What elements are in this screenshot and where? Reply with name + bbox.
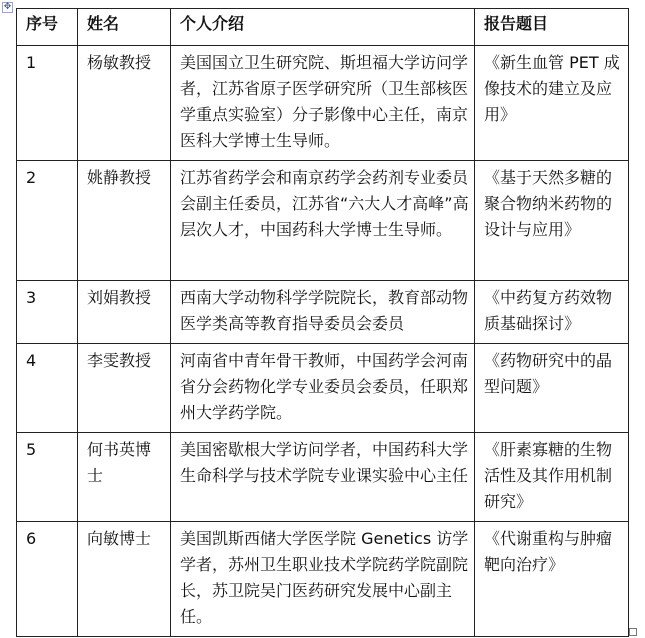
header-intro: 个人介绍 xyxy=(171,9,475,46)
report-title: 《中药复方药效物质基础探讨》 xyxy=(475,281,629,344)
header-no: 序号 xyxy=(17,9,78,46)
speaker-intro: 西南大学动物科学学院院长，教育部动物医学类高等教育指导委员会委员 xyxy=(171,281,475,344)
speaker-name: 姚静教授 xyxy=(78,161,171,281)
row-number: 5 xyxy=(17,433,78,522)
speaker-name: 何书英博士 xyxy=(78,433,171,522)
row-number: 3 xyxy=(17,281,78,344)
speaker-name: 李雯教授 xyxy=(78,344,171,433)
speaker-intro: 美国密歇根大学访问学者，中国药科大学生命科学与技术学院专业课实验中心主任 xyxy=(171,433,475,522)
table-row xyxy=(17,281,629,344)
table-header-row xyxy=(17,9,629,46)
speaker-intro: 美国国立卫生研究院、斯坦福大学访问学者，江苏省原子医学研究所（卫生部核医学重点实验室）分子影像中心主任，南京医科大学博士生导师。 xyxy=(171,46,475,161)
header-name: 姓名 xyxy=(78,9,171,46)
speaker-intro: 河南省中青年骨干教师，中国药学会河南省分会药物化学专业委员会委员，任职郑州大学药学院。 xyxy=(171,344,475,433)
speaker-intro: 江苏省药学会和南京药学会药剂专业委员会副主任委员，江苏省“六大人才高峰”高层次人才，中国药科大学博士生导师。 xyxy=(171,161,475,281)
table-row xyxy=(17,46,629,161)
table-row xyxy=(17,522,629,637)
report-title: 《基于天然多糖的聚合物纳米药物的设计与应用》 xyxy=(475,161,629,281)
speaker-name: 向敏博士 xyxy=(78,522,171,637)
speaker-intro: 美国凯斯西储大学医学院 Genetics 访学学者，苏州卫生职业技术学院药学院副院长，苏卫院吴门医药研究发展中心副主任。 xyxy=(171,522,475,637)
speaker-name: 杨敏教授 xyxy=(78,46,171,161)
row-number: 4 xyxy=(17,344,78,433)
header-topic: 报告题目 xyxy=(475,9,629,46)
report-title: 《新生血管 PET 成像技术的建立及应用》 xyxy=(475,46,629,161)
table-row xyxy=(17,344,629,433)
table-row xyxy=(17,161,629,281)
speaker-table xyxy=(16,8,629,637)
report-title: 《代谢重构与肿瘤靶向治疗》 xyxy=(475,522,629,637)
table-move-handle-icon[interactable]: ✥ xyxy=(3,2,12,12)
report-title: 《药物研究中的晶型问题》 xyxy=(475,344,629,433)
table-resize-handle-icon[interactable] xyxy=(629,628,637,636)
table-row xyxy=(17,433,629,522)
row-number: 1 xyxy=(17,46,78,161)
report-title: 《肝素寡糖的生物活性及其作用机制研究》 xyxy=(475,433,629,522)
speaker-name: 刘娟教授 xyxy=(78,281,171,344)
row-number: 6 xyxy=(17,522,78,637)
row-number: 2 xyxy=(17,161,78,281)
